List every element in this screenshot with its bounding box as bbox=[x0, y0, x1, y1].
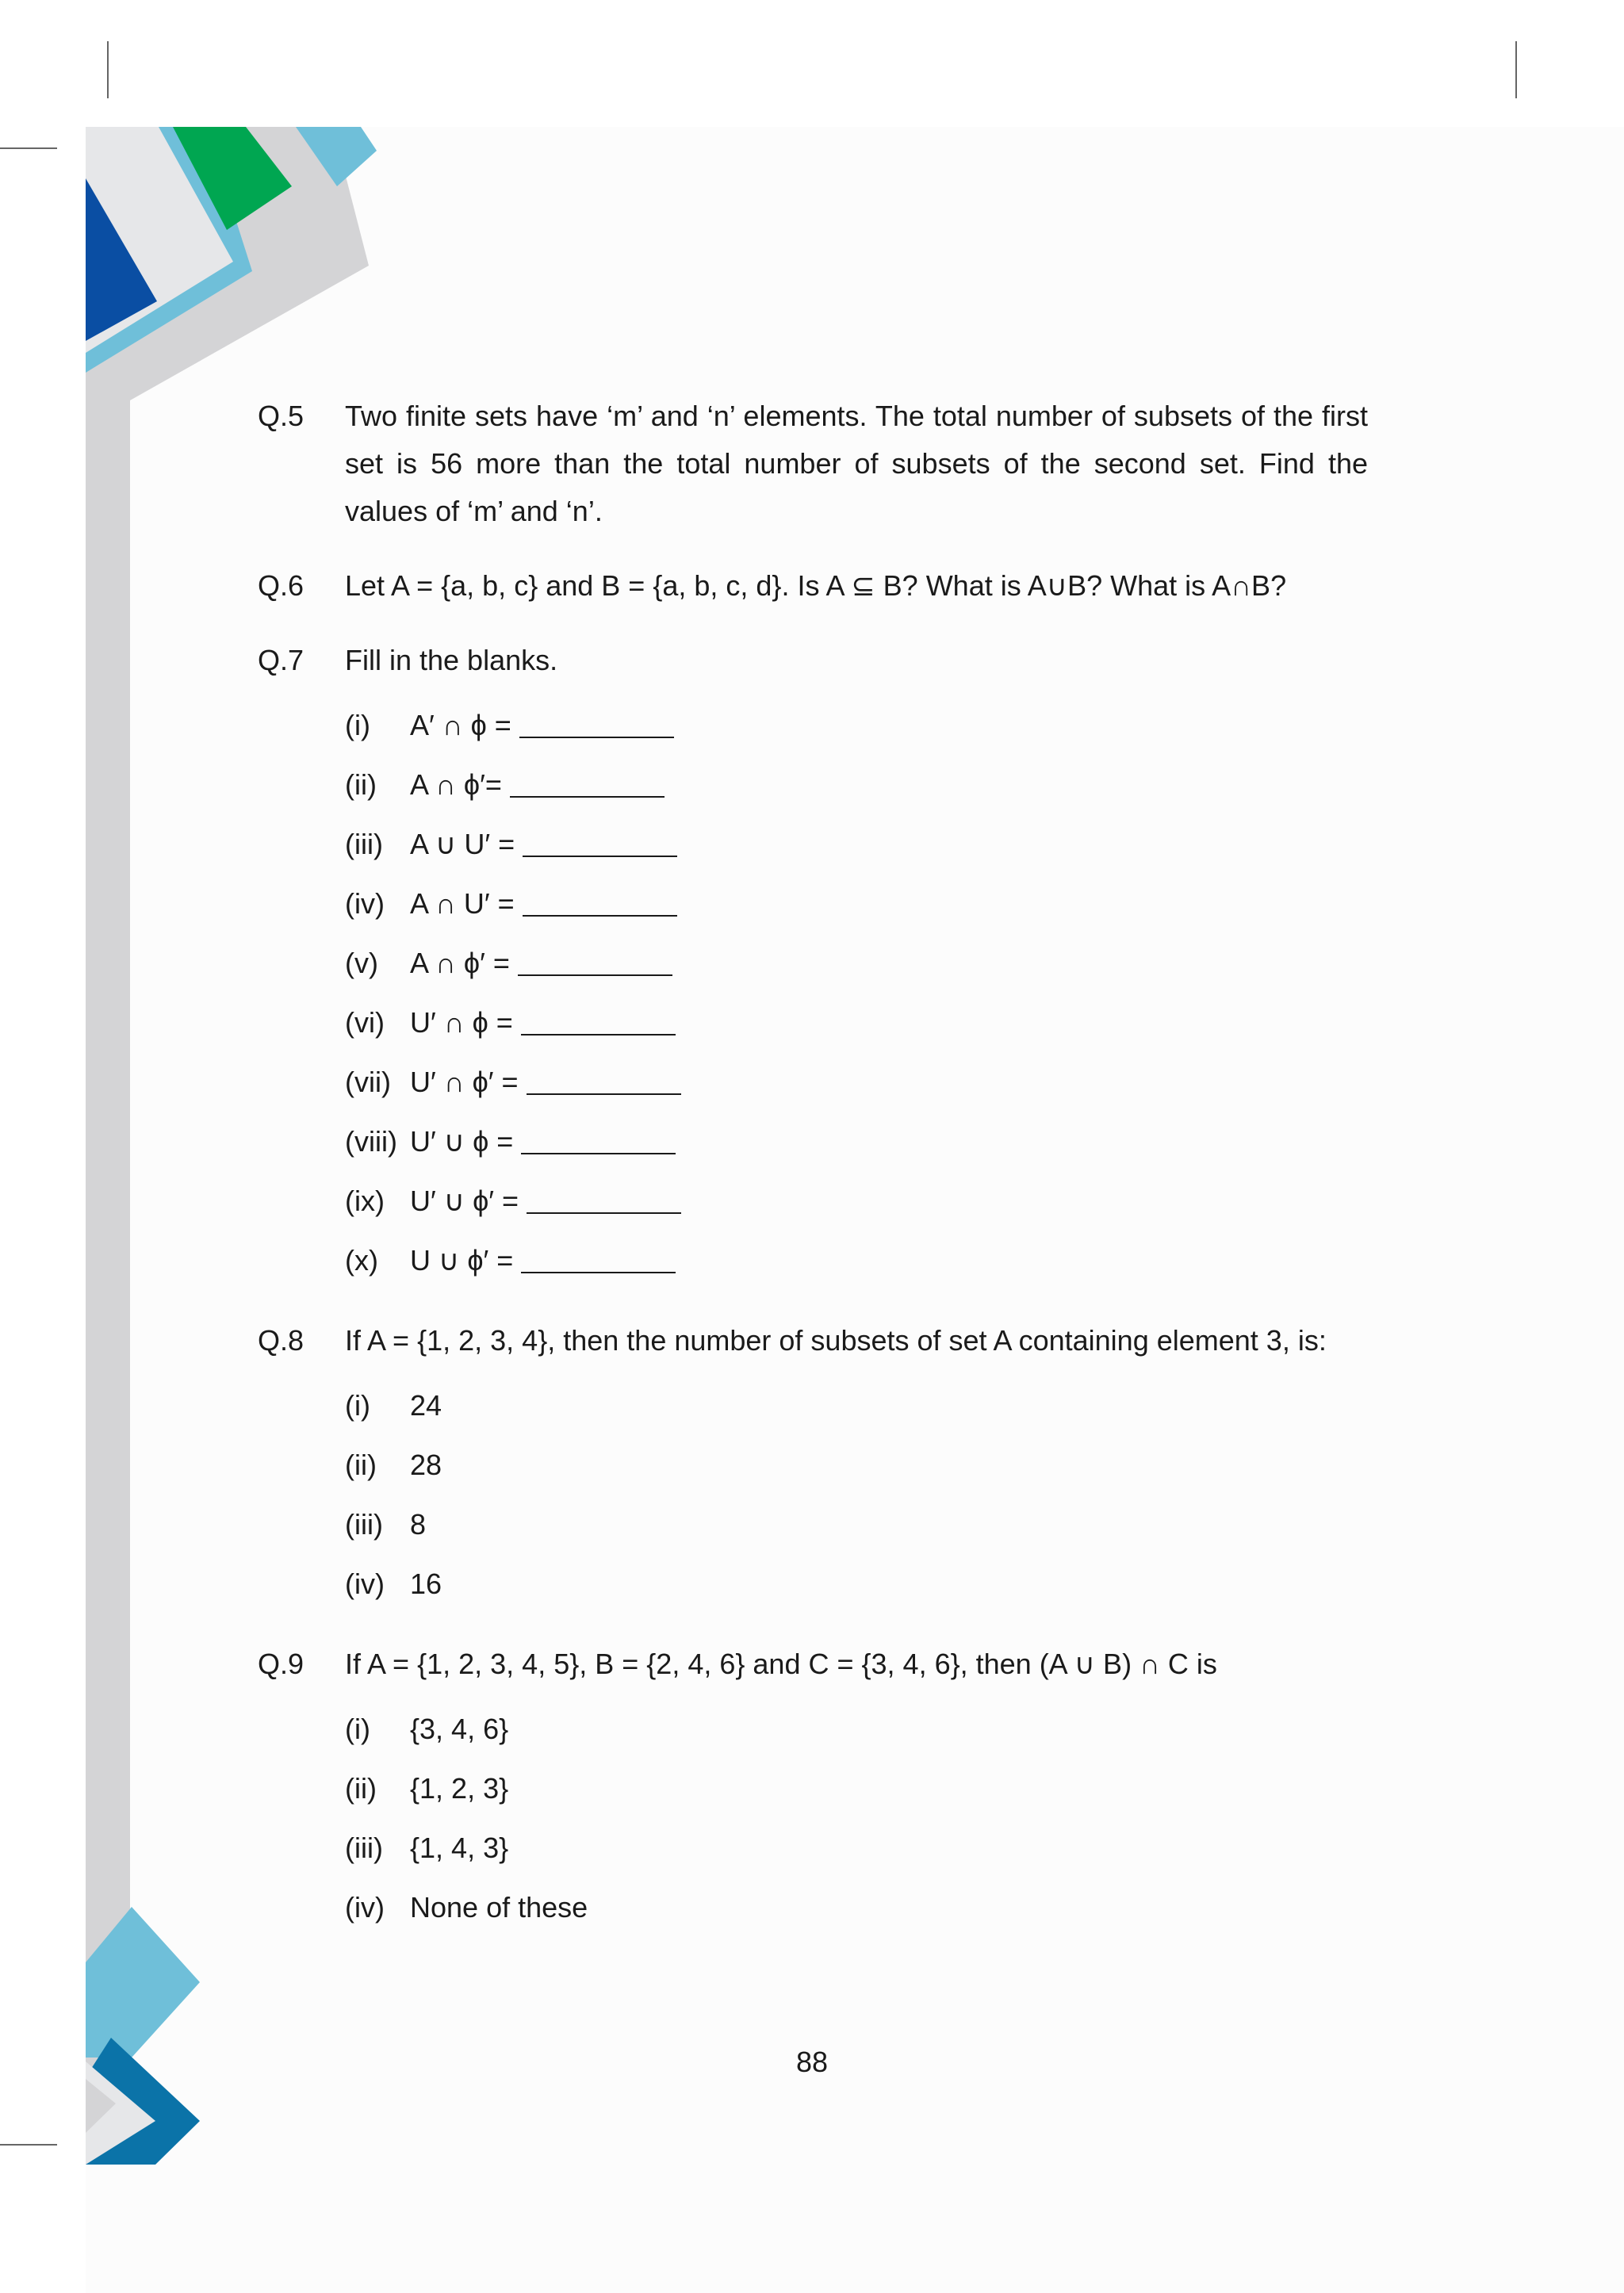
option-text: 24 bbox=[410, 1388, 442, 1422]
question-list bbox=[258, 392, 1368, 1964]
item-expression: U′ ∪ ϕ′ = bbox=[410, 1184, 519, 1217]
blank-item bbox=[345, 814, 1368, 874]
option-label: (i) bbox=[345, 1712, 370, 1745]
option-text: {1, 4, 3} bbox=[410, 1831, 509, 1864]
blank-item bbox=[345, 1112, 1368, 1171]
blank-item bbox=[345, 933, 1368, 993]
option-item bbox=[345, 1878, 1368, 1937]
option-text: {1, 2, 3} bbox=[410, 1771, 509, 1805]
item-expression: A ∪ U′ = bbox=[410, 827, 515, 860]
option-label: (i) bbox=[345, 1388, 370, 1422]
answer-blank bbox=[521, 1010, 676, 1035]
blank-item bbox=[345, 993, 1368, 1052]
option-item bbox=[345, 1818, 1368, 1878]
option-label: (ii) bbox=[345, 1448, 377, 1481]
question-6 bbox=[258, 562, 1368, 610]
item-label: (iii) bbox=[345, 827, 383, 860]
answer-blank bbox=[527, 1070, 681, 1095]
item-label: (ix) bbox=[345, 1184, 385, 1217]
option-item bbox=[345, 1495, 1368, 1554]
question-number: Q.6 bbox=[258, 569, 304, 602]
item-expression: U′ ∩ ϕ′ = bbox=[410, 1065, 519, 1098]
page-number: 88 bbox=[795, 2046, 829, 2078]
blank-item bbox=[345, 695, 1368, 755]
blank-item bbox=[345, 1231, 1368, 1290]
question-8 bbox=[258, 1317, 1368, 1614]
item-label: (i) bbox=[345, 708, 370, 741]
item-expression: A ∩ ϕ′= bbox=[410, 768, 502, 801]
option-item bbox=[345, 1699, 1368, 1759]
item-label: (x) bbox=[345, 1243, 378, 1277]
blank-item bbox=[345, 755, 1368, 814]
item-expression: U′ ∪ ϕ = bbox=[410, 1124, 514, 1158]
question-text: If A = {1, 2, 3, 4}, then the number of subsets of set A containing element 3, is: bbox=[345, 1324, 1327, 1357]
blank-item bbox=[345, 1171, 1368, 1231]
question-9 bbox=[258, 1640, 1368, 1937]
option-list bbox=[345, 1376, 1368, 1614]
question-number: Q.5 bbox=[258, 400, 304, 432]
option-label: (iii) bbox=[345, 1507, 383, 1541]
question-text: Let A = {a, b, c} and B = {a, b, c, d}. Is A ⊆ B? What is A∪B? What is A∩B? bbox=[345, 569, 1287, 602]
answer-blank bbox=[518, 951, 672, 976]
answer-blank bbox=[523, 832, 677, 857]
left-side-bar bbox=[86, 127, 130, 2165]
answer-blank bbox=[523, 891, 677, 917]
item-expression: A′ ∩ ϕ = bbox=[410, 708, 511, 741]
option-text: {3, 4, 6} bbox=[410, 1712, 509, 1745]
option-label: (ii) bbox=[345, 1771, 377, 1805]
answer-blank bbox=[527, 1189, 681, 1214]
answer-blank bbox=[521, 1248, 676, 1273]
option-label: (iv) bbox=[345, 1890, 385, 1924]
item-expression: U ∪ ϕ′ = bbox=[410, 1243, 514, 1277]
option-list bbox=[345, 1699, 1368, 1937]
option-item bbox=[345, 1759, 1368, 1818]
item-expression: A ∩ ϕ′ = bbox=[410, 946, 510, 979]
option-item bbox=[345, 1435, 1368, 1495]
item-label: (v) bbox=[345, 946, 378, 979]
blank-item bbox=[345, 1052, 1368, 1112]
option-item bbox=[345, 1554, 1368, 1614]
item-expression: A ∩ U′ = bbox=[410, 886, 515, 920]
item-label: (vi) bbox=[345, 1005, 385, 1039]
item-label: (iv) bbox=[345, 886, 385, 920]
answer-blank bbox=[521, 1129, 676, 1154]
item-label: (ii) bbox=[345, 768, 377, 801]
question-text: If A = {1, 2, 3, 4, 5}, B = {2, 4, 6} and C = {3, 4, 6}, then (A ∪ B) ∩ C is bbox=[345, 1648, 1217, 1680]
question-text: Fill in the blanks. bbox=[345, 644, 558, 676]
item-expression: U′ ∩ ϕ = bbox=[410, 1005, 513, 1039]
question-text: Two finite sets have ‘m’ and ‘n’ elements. The total number of subsets of the first set is 56 more than the total number of subsets of the second set. Find the values of ‘m’ and ‘n’. bbox=[345, 400, 1368, 527]
question-7 bbox=[258, 637, 1368, 1290]
question-number: Q.8 bbox=[258, 1324, 304, 1357]
answer-blank bbox=[510, 772, 665, 798]
option-item bbox=[345, 1376, 1368, 1435]
option-text: 16 bbox=[410, 1567, 442, 1600]
item-label: (viii) bbox=[345, 1124, 397, 1158]
answer-blank bbox=[519, 713, 674, 738]
option-label: (iv) bbox=[345, 1567, 385, 1600]
question-number: Q.7 bbox=[258, 644, 304, 676]
option-text: 8 bbox=[410, 1507, 427, 1541]
option-text: None of these bbox=[410, 1890, 588, 1924]
blank-item bbox=[345, 874, 1368, 933]
option-text: 28 bbox=[410, 1448, 442, 1481]
question-5 bbox=[258, 392, 1368, 535]
question-number: Q.9 bbox=[258, 1648, 304, 1680]
option-label: (iii) bbox=[345, 1831, 383, 1864]
item-label: (vii) bbox=[345, 1065, 391, 1098]
fill-in-blank-list bbox=[345, 695, 1368, 1290]
